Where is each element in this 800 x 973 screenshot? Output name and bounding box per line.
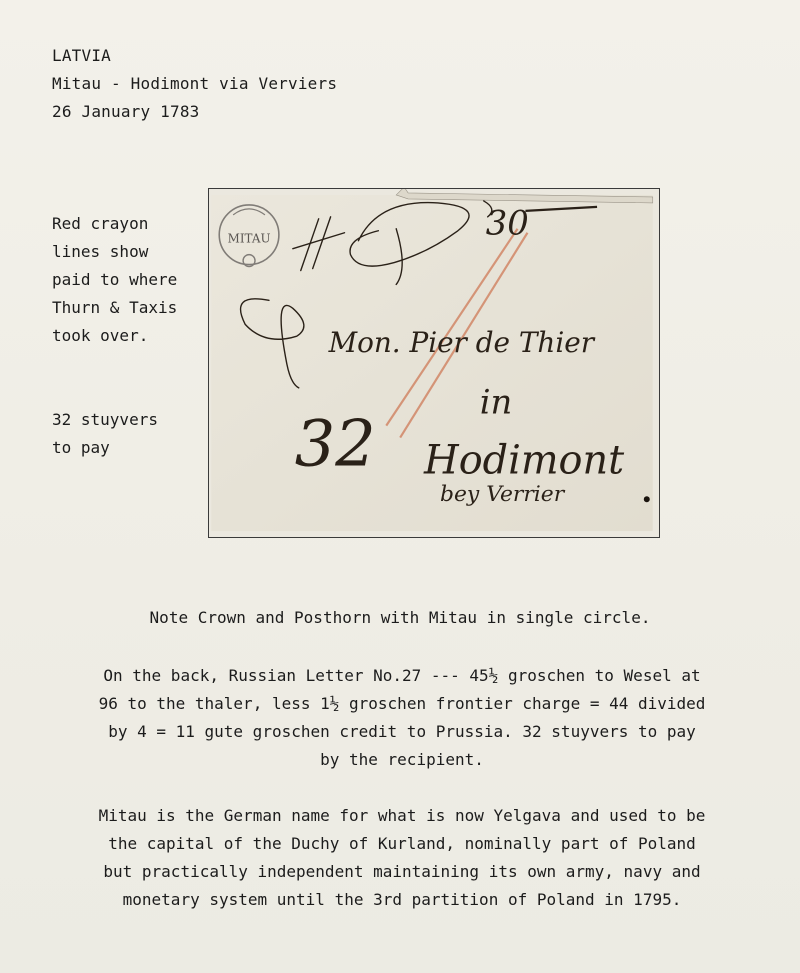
history-line: the capital of the Duchy of Kurland, nominally part of Poland: [108, 834, 696, 853]
postmark-text: MITAU: [227, 231, 271, 246]
address-line-1: Mon. Pier de Thier: [328, 326, 594, 360]
side-notes: [52, 210, 212, 462]
address-line-3: Hodimont: [424, 437, 625, 484]
back-description-line: 96 to the thaler, less 1½ groschen frontier charge = 44 divided: [98, 694, 706, 713]
crayon-note-line: took over.: [52, 326, 149, 345]
postmark-caption: Note Crown and Posthorn with Mitau in single circle.: [149, 608, 651, 627]
back-description-line: On the back, Russian Letter No.27 --- 45½ groschen to Wesel at: [103, 666, 701, 685]
cover-date: 26 January 1783: [52, 102, 200, 121]
charge-mark-32: 32: [294, 407, 376, 482]
payment-note-line: 32 stuyvers: [52, 410, 158, 429]
crayon-note-line: paid to where: [52, 270, 178, 289]
cover-mount: [208, 188, 660, 538]
country-title: LATVIA: [52, 46, 111, 65]
entire-letter-image: [209, 189, 659, 537]
history-paragraph: [46, 802, 758, 914]
crayon-note-line: Thurn & Taxis: [52, 298, 178, 317]
crayon-note-line: lines show: [52, 242, 149, 261]
ink-dot: [644, 496, 650, 502]
crayon-note-line: Red crayon: [52, 214, 149, 233]
back-description-line: by 4 = 11 gute groschen credit to Prussia. 32 stuyvers to pay: [108, 722, 696, 741]
back-description-line: by the recipient.: [320, 750, 484, 769]
page-header: [52, 42, 337, 126]
address-line-2: in: [479, 382, 513, 422]
route-title: Mitau - Hodimont via Verviers: [52, 74, 338, 93]
top-rate-mark: 30: [485, 203, 529, 243]
payment-note: [52, 406, 212, 462]
crayon-note: [52, 210, 212, 350]
address-line-4: bey Verrier: [439, 482, 565, 508]
history-line: Mitau is the German name for what is now Yelgava and used to be: [98, 806, 706, 825]
history-line: but practically independent maintaining its own army, navy and: [103, 862, 701, 881]
payment-note-line: to pay: [52, 438, 110, 457]
history-line: monetary system until the 3rd partition of Poland in 1795.: [122, 890, 682, 909]
back-description: [46, 662, 758, 774]
